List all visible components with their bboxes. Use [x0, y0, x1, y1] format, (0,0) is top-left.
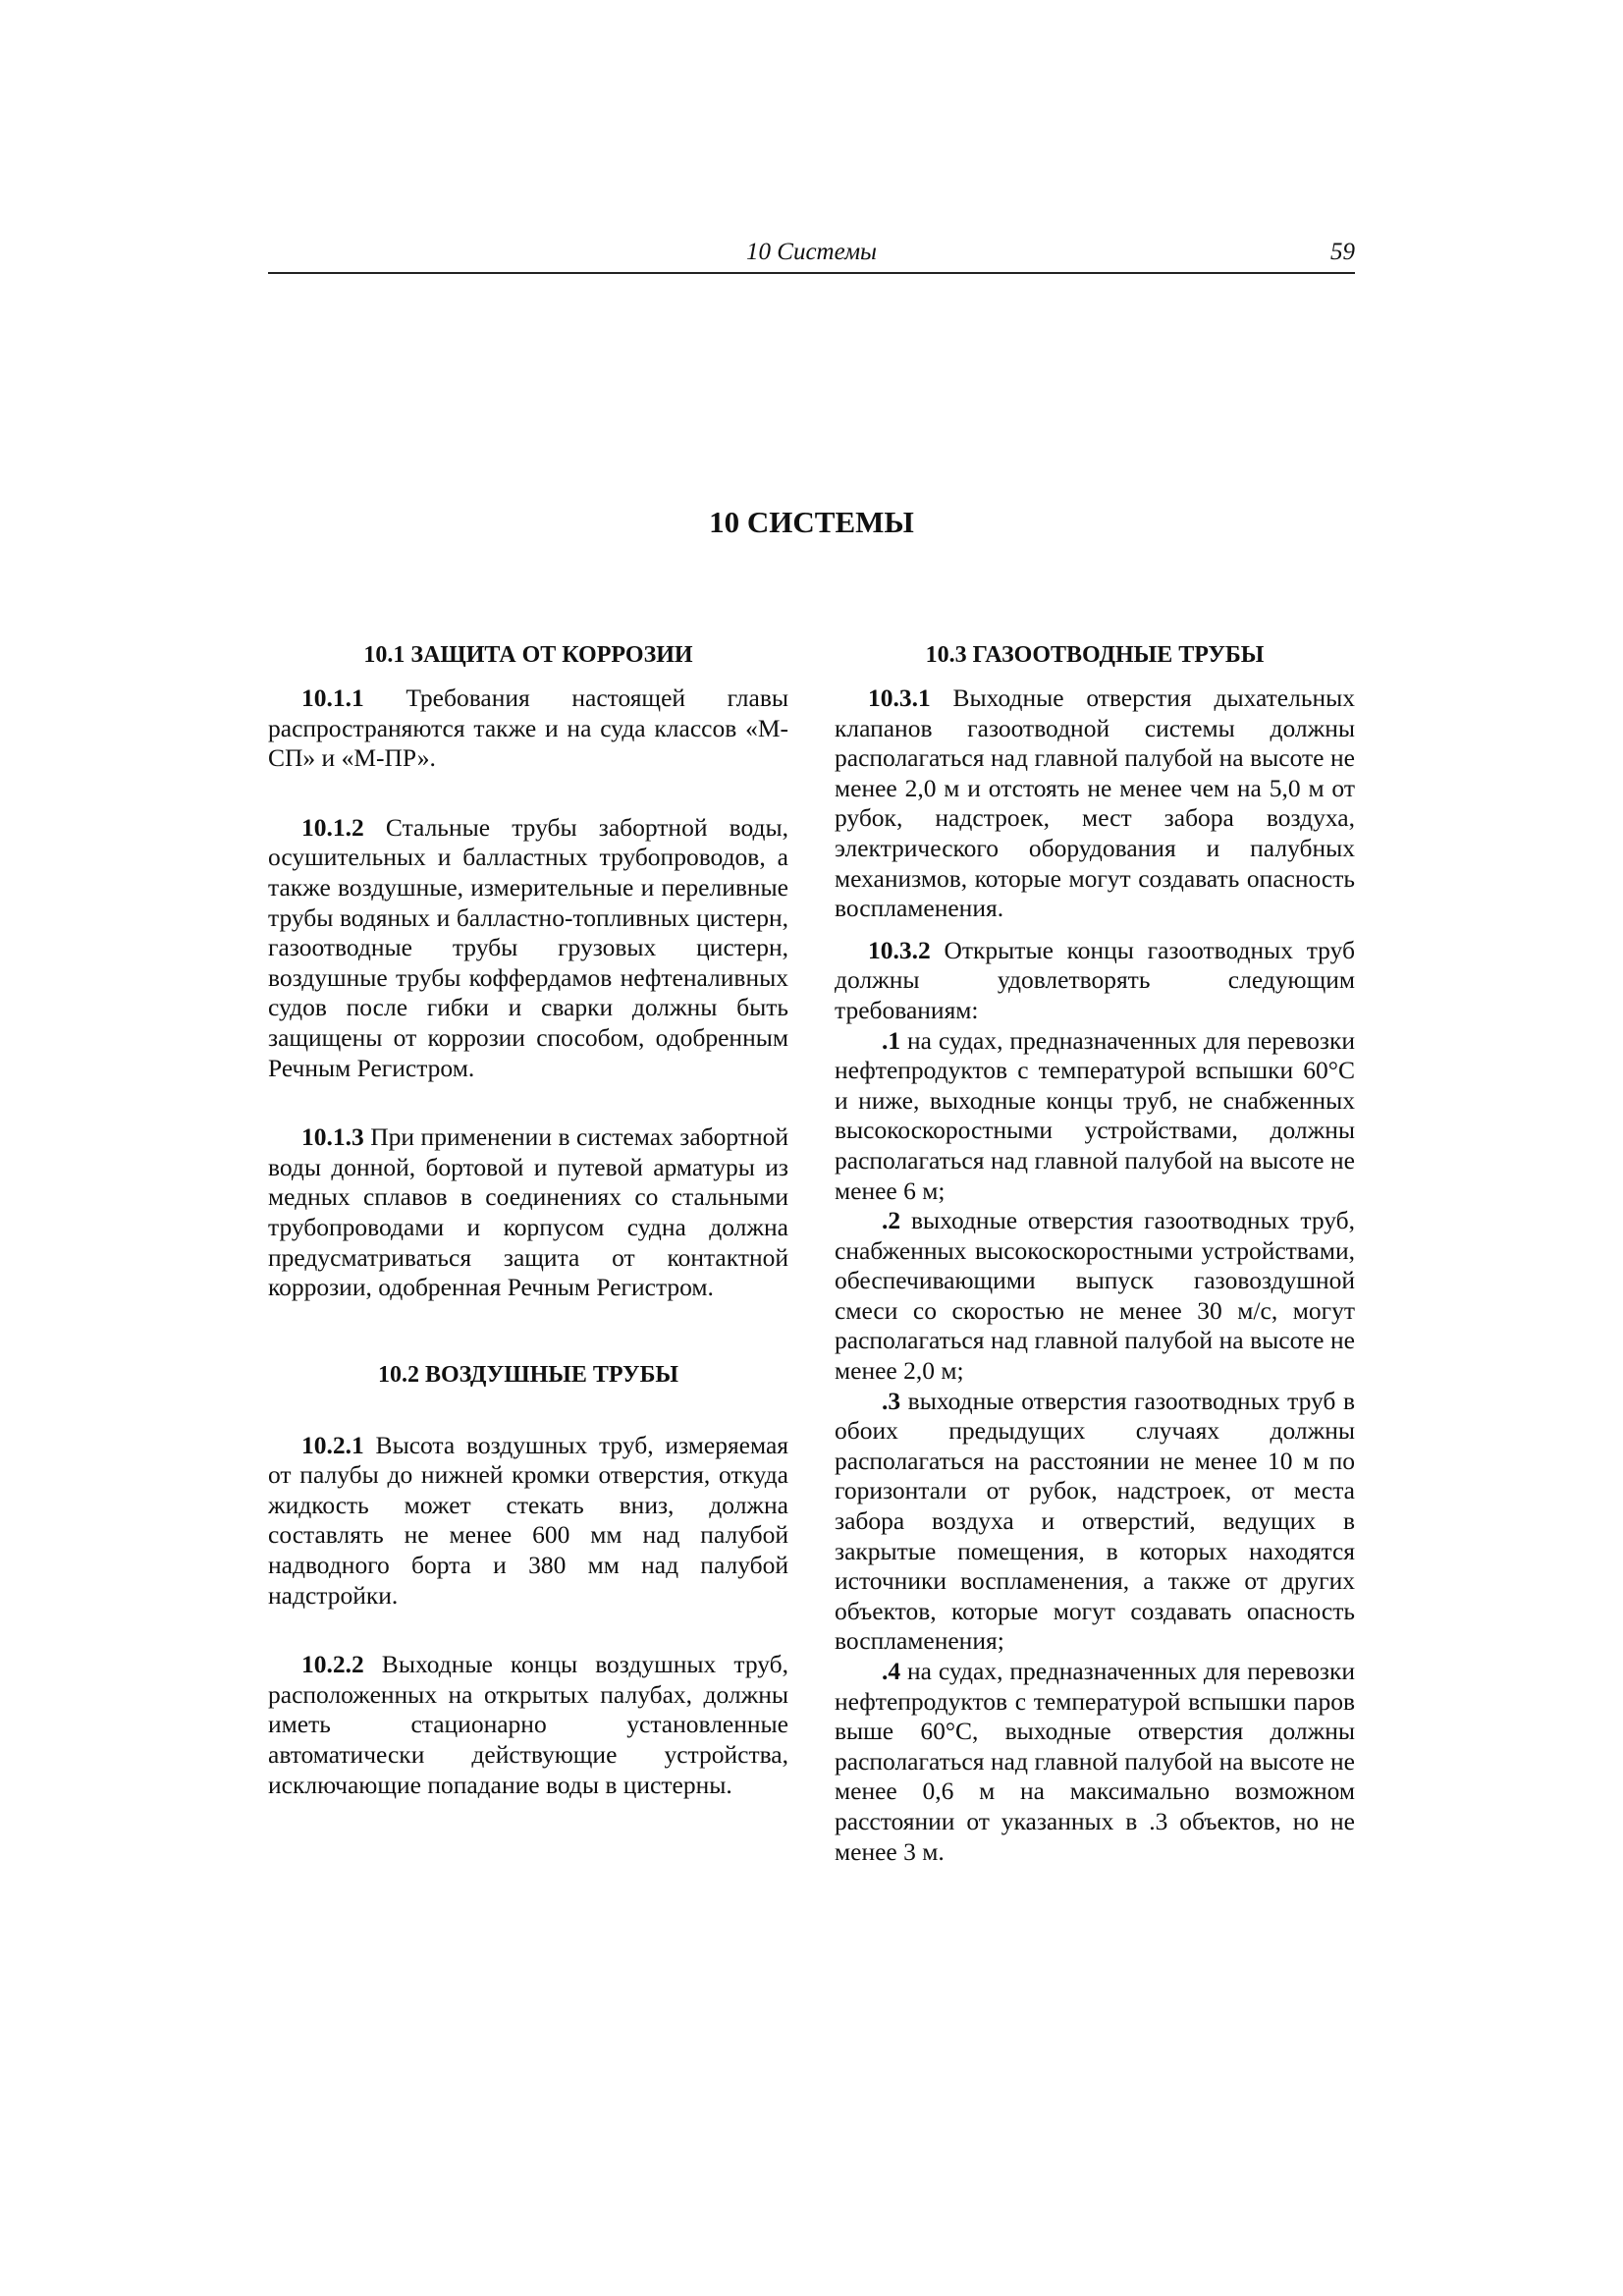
- paragraph-10-3-1: [835, 683, 1355, 924]
- paragraph-10-3-2: [835, 936, 1355, 1026]
- running-header: [268, 239, 1355, 274]
- chapter-title: 10 СИСТЕМЫ: [709, 505, 914, 539]
- running-header-title: 10 Системы: [746, 239, 877, 265]
- list-item-3: [835, 1387, 1355, 1657]
- paragraph-number: 10.3.2: [868, 935, 931, 964]
- paragraph-10-1-3: [268, 1122, 788, 1303]
- paragraph-text: Открытые концы газоотводных труб должны удовлетворять следующим требованиям:: [835, 935, 1355, 1024]
- paragraph-10-2-1: [268, 1431, 788, 1612]
- right-column: [835, 640, 1355, 1867]
- paragraph-10-1-1: [268, 683, 788, 774]
- list-item-number: .4: [882, 1657, 901, 1685]
- paragraph-text: Выходные концы воздушных труб, расположенных на открытых палубах, должны иметь стационарно установленные автоматически действующие устройства, исключающие попадание воды в цистерны.: [268, 1650, 788, 1799]
- list-item-4: [835, 1657, 1355, 1867]
- paragraph-text: Требования настоящей главы распространяются также и на суда классов «М-СП» и «М-ПР».: [268, 683, 788, 773]
- section-heading-10-2: 10.2 ВОЗДУШНЫЕ ТРУБЫ: [377, 1361, 678, 1388]
- list-item-number: .3: [882, 1386, 901, 1415]
- paragraph-text: Высота воздушных труб, измеряемая от палубы до нижней кромки отверстия, откуда жидкость может стекать вниз, должна составлять не менее 600 мм над палубой надводного борта и 380 мм над палубой надстройки.: [268, 1430, 788, 1610]
- left-column: [268, 640, 788, 1800]
- list-item-text: выходные отверстия газоотводных труб, снабженных высокоскоростными устройствами, обеспечивающими выпуск газовоздушной смеси со скоростью не менее 30 м/с, могут располагаться над главной палубой на высоте не менее 2,0 м;: [835, 1206, 1355, 1386]
- list-item-number: .1: [882, 1025, 901, 1055]
- paragraph-number: 10.1.2: [301, 812, 364, 842]
- list-item-number: .2: [882, 1206, 901, 1235]
- paragraph-number: 10.1.1: [301, 683, 364, 712]
- section-heading-10-3: 10.3 ГАЗООТВОДНЫЕ ТРУБЫ: [925, 642, 1265, 668]
- paragraph-10-1-2: [268, 813, 788, 1083]
- paragraph-text: Выходные отверстия дыхательных клапанов газоотводной системы должны располагаться над главной палубой на высоте не менее 2,0 м и отстоять не менее чем на 5,0 м от рубок, надстроек, мест забора воздуха, электрического оборудования и палубных механизмов, которые могут создавать опасность воспламенения.: [835, 683, 1355, 923]
- paragraph-text: При применении в системах забортной воды донной, бортовой и путевой арматуры из медных сплавов в соединениях со стальными трубопроводами и корпусом судна должна предусматриваться защита от контактной коррозии, одобренная Речным Регистром.: [268, 1122, 788, 1302]
- list-item-text: на судах, предназначенных для перевозки нефтепродуктов с температурой вспышки паров выше 60°С, выходные отверстия должны располагаться над главной палубой на высоте не менее 0,6 м на максимально возможном расстоянии от указанных в .3 объектов, но не менее 3 м.: [835, 1657, 1355, 1866]
- list-item-text: на судах, предназначенных для перевозки нефтепродуктов с температурой вспышки 60°С и ниже, выходные концы труб, не снабженных высокоскоростными устройствами, должны располагаться над главной палубой на высоте не менее 6 м;: [835, 1025, 1355, 1205]
- paragraph-number: 10.1.3: [301, 1122, 364, 1152]
- page-number: 59: [1330, 239, 1355, 265]
- paragraph-10-2-2: [268, 1650, 788, 1800]
- list-item-text: выходные отверстия газоотводных труб в обоих предыдущих случаях должны располагаться на расстоянии не менее 10 м по горизонтали от рубок, надстроек, от места забора воздуха и отверстий, ведущих в закрытые помещения, в которых находятся источники воспламенения, а также от других объектов, которые могут создавать опасность воспламенения;: [835, 1386, 1355, 1656]
- paragraph-number: 10.3.1: [868, 683, 931, 712]
- section-heading-10-1: 10.1 ЗАЩИТА ОТ КОРРОЗИИ: [363, 642, 693, 668]
- paragraph-number: 10.2.1: [301, 1430, 364, 1459]
- paragraph-text: Стальные трубы забортной воды, осушительных и балластных трубопроводов, а также воздушные, измерительные и переливные трубы водяных и балластно-топливных цистерн, газоотводные трубы грузовых цистерн, воздушные трубы коффердамов нефтеналивных судов после гибки и сварки должны быть защищены от коррозии способом, одобренным Речным Регистром.: [268, 812, 788, 1082]
- list-item-1: [835, 1026, 1355, 1207]
- list-item-2: [835, 1206, 1355, 1387]
- paragraph-number: 10.2.2: [301, 1650, 364, 1679]
